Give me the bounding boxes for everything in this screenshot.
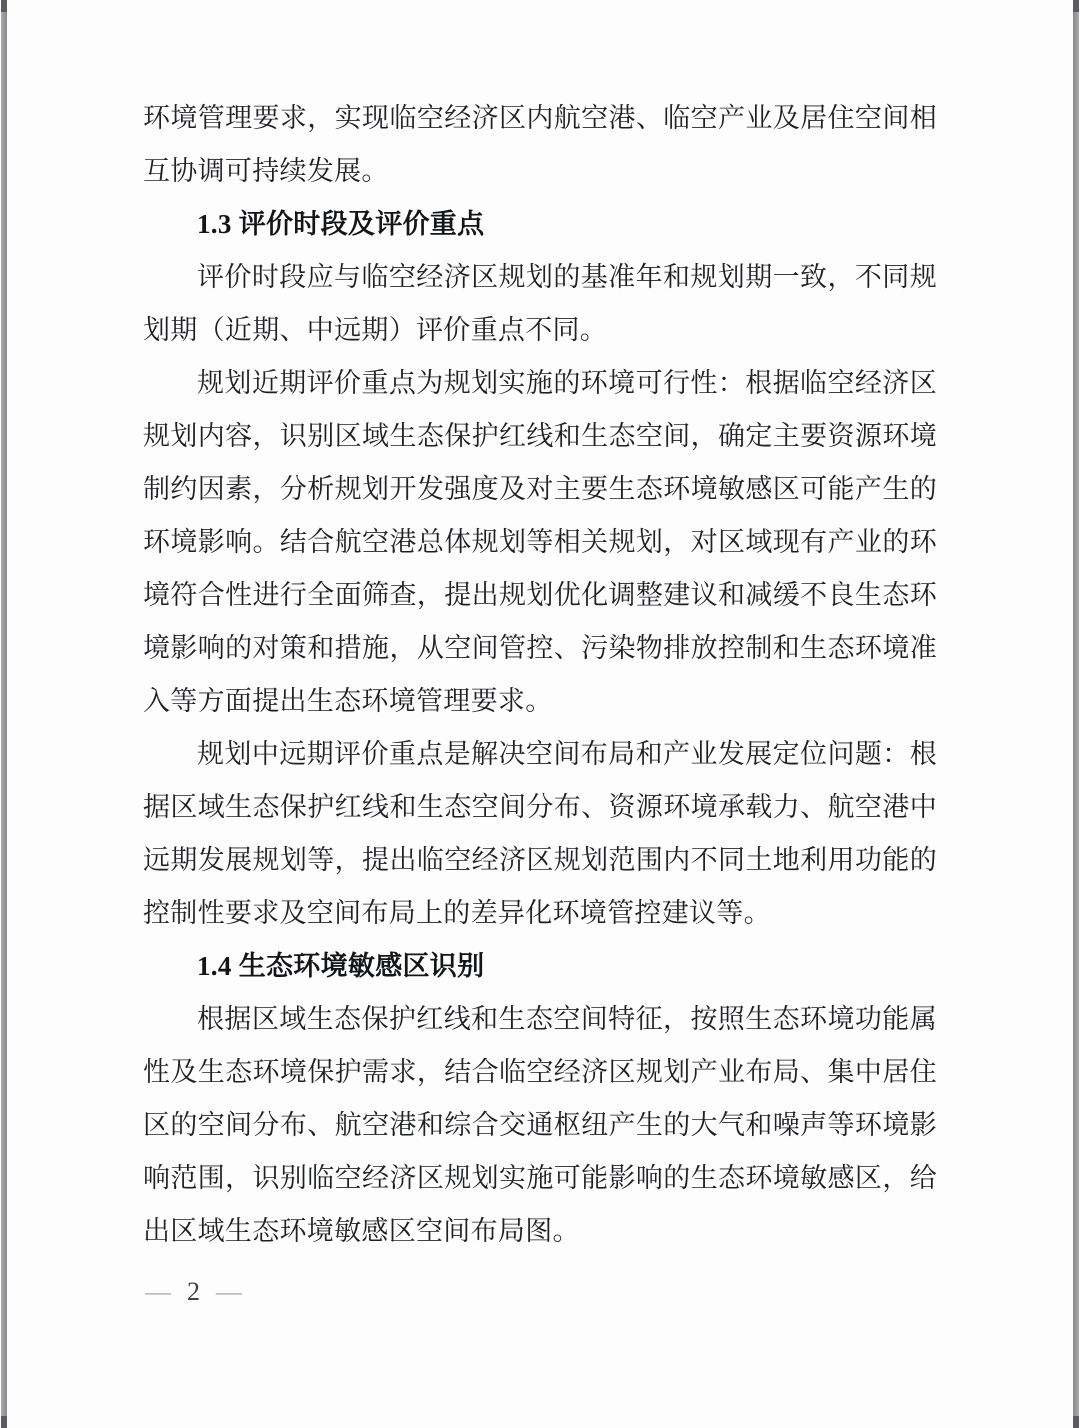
paragraph: 规划中远期评价重点是解决空间布局和产业发展定位问题：根据区域生态保护红线和生态空间分布、资源环境承载力、航空港中远期发展规划等，提出临空经济区规划范围内不同土地利用功能的控制性要求及空间布局上的差异化环境管控建议等。 <box>143 739 937 928</box>
paragraph: 规划近期评价重点为规划实施的环境可行性：根据临空经济区规划内容，识别区域生态保护红线和生态空间，确定主要资源环境制约因素，分析规划开发强度及对主要生态环境敏感区可能产生的环境影响。结合航空港总体规划等相关规划，对区域现有产业的环境符合性进行全面筛查，提出规划优化调整建议和减缓不良生态环境影响的对策和措施，从空间管控、污染物排放控制和生态环境准入等方面提出生态环境管理要求。 <box>143 368 937 716</box>
section-heading-1-3: 1.3 评价时段及评价重点 <box>197 209 485 239</box>
page-edge-left <box>1 0 7 1428</box>
page-edge-right <box>1073 0 1079 1428</box>
paragraph: 根据区域生态保护红线和生态空间特征，按照生态环境功能属性及生态环境保护需求，结合临空经济区规划产业布局、集中居住区的空间分布、航空港和综合交通枢纽产生的大气和噪声等环境影响范围，识别临空经济区规划实施可能影响的生态环境敏感区，给出区域生态环境敏感区空间布局图。 <box>143 1004 937 1246</box>
page-number: 2 <box>187 1277 200 1306</box>
body-text <box>143 92 937 1258</box>
paragraph-continuation: 环境管理要求，实现临空经济区内航空港、临空产业及居住空间相互协调可持续发展。 <box>143 103 937 186</box>
page-footer <box>145 1272 242 1312</box>
section-heading-1-4: 1.4 生态环境敏感区识别 <box>197 951 485 981</box>
paragraph: 评价时段应与临空经济区规划的基准年和规划期一致，不同规划期（近期、中远期）评价重点不同。 <box>143 262 937 345</box>
footer-dash-right: — <box>216 1279 242 1304</box>
footer-dash-left: — <box>145 1279 171 1304</box>
